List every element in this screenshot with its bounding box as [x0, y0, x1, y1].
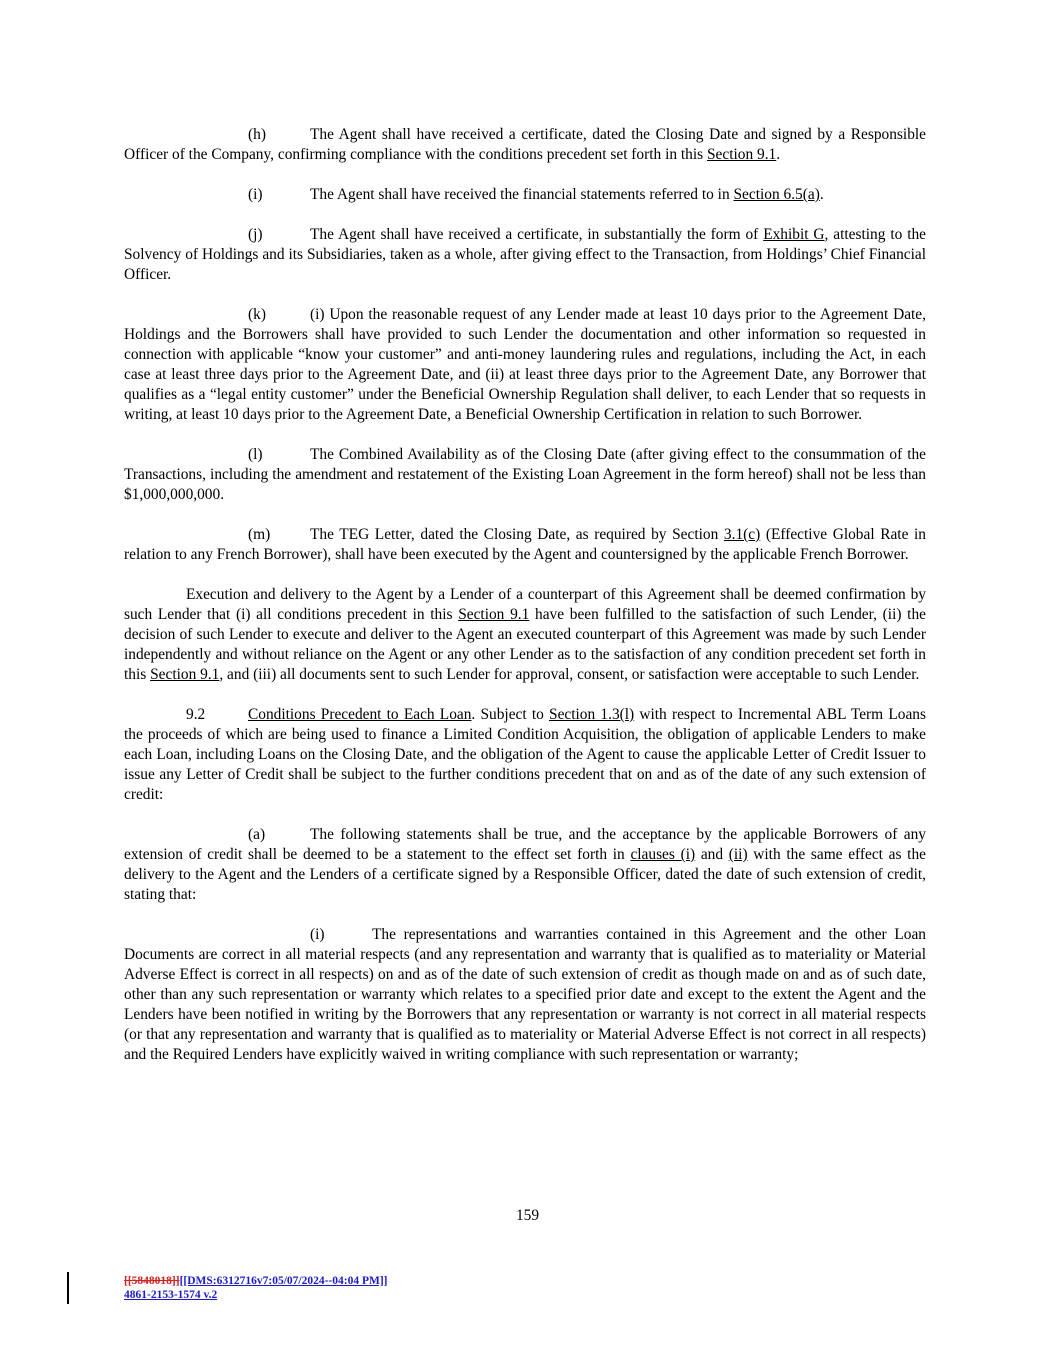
paragraph-h: (h) The Agent shall have received a certificate, dated the Closing Date and signed by a Responsible Officer of the Company, confirming compliance with the conditions precedent set forth in this Section 9.1. [124, 126, 926, 163]
clause-label: (i) [248, 186, 263, 203]
paragraph-j: (j) The Agent shall have received a certificate, in substantially the form of Exhibit G, attesting to the Solvency of Holdings and its Subsidiaries, taken as a whole, after giving effect to the Transaction, from Holdings’ Chief Financial Officer. [124, 226, 926, 283]
document-id: 4861-2153-1574 v.2 [124, 1289, 218, 1301]
section-9-2: 9.2 Conditions Precedent to Each Loan. Subject to Section 1.3(l) with respect to Incremental ABL Term Loans the proceeds of which are being used to finance a Limited Condition Acquisition, the obligation of applicable Lenders to make each Loan, including Loans on the Closing Date, and the obligation of the Agent to cause the applicable Letter of Credit Issuer to issue any Letter of Credit shall be subject to the further conditions precedent that on and as of the date of any such extension of credit: [124, 706, 926, 803]
section-reference: Section 1.3(l) [549, 706, 635, 723]
clause-reference: (ii) [728, 846, 748, 863]
section-number: 9.2 [186, 706, 206, 723]
section-heading: Conditions Precedent to Each Loan [248, 706, 472, 723]
clause-label: (m) [248, 526, 271, 543]
clause-label: (j) [248, 226, 263, 243]
section-reference: Section 9.1 [458, 606, 530, 623]
struck-reference: [[5848018]] [124, 1275, 180, 1287]
paragraph-k: (k) (i) Upon the reasonable request of any Lender made at least 10 days prior to the Agreement Date, Holdings and the Borrowers shall have provided to such Lender the documentation and other information so requested in connection with applicable “know your customer” and anti-money laundering rules and regulations, including the Act, in each case at least three days prior to the Agreement Date, and (ii) at least three days prior to the Agreement Date, any Borrower that qualifies as a “legal entity customer” under the Beneficial Ownership Regulation shall deliver, to each Lender that so requests in writing, at least 10 days prior to the Agreement Date, a Beneficial Ownership Certification in relation to such Borrower. [124, 306, 926, 423]
document-body [124, 125, 926, 1085]
paragraph-execution: Execution and delivery to the Agent by a Lender of a counterpart of this Agreement shall be deemed confirmation by such Lender that (i) all conditions precedent in this Section 9.1 have been fulfilled to the satisfaction of such Lender, (ii) the decision of such Lender to execute and deliver to the Agent an executed counterpart of this Agreement was made by such Lender independently and without reliance on the Agent or any other Lender as to the satisfaction of any condition precedent set forth in this Section 9.1, and (iii) all documents sent to such Lender for approval, consent, or satisfaction were acceptable to such Lender. [124, 586, 926, 683]
section-reference: Section 9.1 [150, 666, 220, 683]
page-number: 159 [515, 1207, 540, 1224]
paragraph-m: (m) The TEG Letter, dated the Closing Date, as required by Section 3.1(c) (Effective Global Rate in relation to any French Borrower), shall have been executed by the Agent and countersigned by the applicable French Borrower. [124, 526, 927, 563]
paragraph-a-i: (i) The representations and warranties contained in this Agreement and the other Loan Documents are correct in all material respects (and any representation and warranty that is qualified as to materiality or Material Adverse Effect is correct in all respects) on and as of the date of such extension of credit as though made on and as of such date, other than any such representation or warranty which relates to a specified prior date and except to the extent the Agent and the Lenders have been notified in writing by the Borrowers that any representation or warranty is not correct in all material respects (or that any representation and warranty that is qualified as to materiality or Material Adverse Effect is not correct in all respects) and the Required Lenders have explicitly waived in writing compliance with such representation or warranty; [124, 926, 926, 1063]
exhibit-reference: Exhibit G [763, 226, 825, 243]
clause-label: (a) [248, 826, 266, 843]
clause-label: (i) [310, 926, 325, 943]
paragraph-l: (l) The Combined Availability as of the Closing Date (after giving effect to the consummation of the Transactions, including the amendment and restatement of the Existing Loan Agreement in the form hereof) shall not be less than $1,000,000,000. [124, 446, 926, 503]
paragraph-i: (i) The Agent shall have received the financial statements referred to in Section 6.5(a). [248, 186, 824, 203]
clause-label: (k) [248, 306, 266, 323]
clause-reference: clauses (i) [630, 846, 696, 863]
document-footer [124, 1274, 388, 1302]
footer-doc-id-line [124, 1288, 388, 1302]
section-reference: 3.1(c) [723, 526, 761, 543]
paragraph-a: (a) The following statements shall be true, and the acceptance by the applicable Borrowers of any extension of credit shall be deemed to be a statement to the effect set forth in clauses (i) and (ii) with the same effect as the delivery to the Agent and the Lenders of a certificate signed by a Responsible Officer, dated the date of such extension of credit, stating that: [124, 826, 926, 903]
section-reference: Section 9.1 [706, 146, 777, 163]
clause-label: (h) [248, 126, 266, 143]
clause-label: (l) [248, 446, 263, 463]
dms-reference: [[DMS:6312716v7:05/07/2024--04:04 PM]] [179, 1275, 388, 1287]
change-bar [67, 1272, 69, 1304]
footer-dms-line [124, 1274, 388, 1288]
section-reference: Section 6.5(a) [733, 186, 820, 203]
